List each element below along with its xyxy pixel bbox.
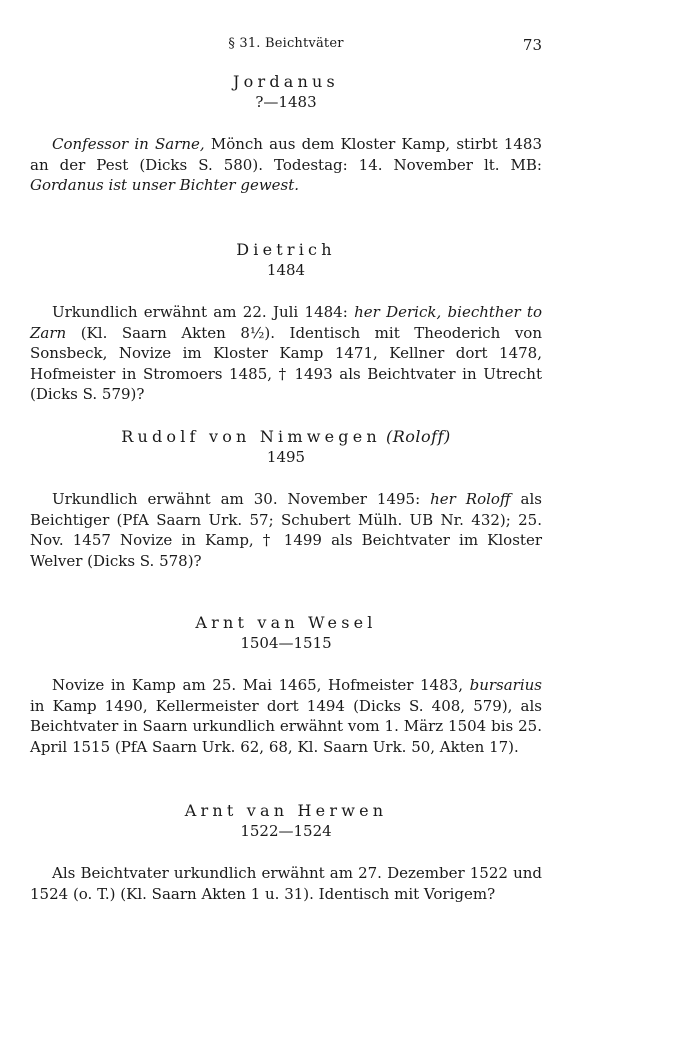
entry-text	[30, 489, 542, 571]
text-run: in Kamp 1490, Kellermeister dort 1494 (Dicks S. 408, 579), als Beichtvater in Saarn urkundlich erwähnt vom 1. März 1504 bis 25. April 1515 (PfA Saarn Urk. 62, 68, Kl. Saarn Urk. 50, Akten 17).	[30, 696, 542, 756]
entry-text	[30, 863, 542, 904]
entry-name: Jordanus	[233, 72, 339, 91]
text-run: Urkundlich erwähnt am 22. Juli 1484:	[52, 303, 355, 321]
running-head	[30, 36, 542, 56]
text-run: (Kl. Saarn Akten 8½). Identisch mit Theoderich von Sonsbeck, Novize im Kloster Kamp 1471, Kellner dort 1478, Hofmeister in Stromoers 1485, † 1493 als Beichtvater in Utrecht (Dicks S. 579)?	[30, 323, 542, 403]
text-run: Novize in Kamp am 25. Mai 1465, Hofmeister 1483,	[52, 676, 470, 694]
entry-name: Arnt van Herwen	[184, 801, 388, 820]
italic-run: Confessor in Sarne,	[52, 135, 205, 153]
entry-years: 1522—1524	[240, 822, 332, 840]
entry-years: 1484	[266, 261, 306, 279]
entry-heading	[30, 427, 542, 447]
entry-text	[30, 134, 542, 196]
text-run: Urkundlich erwähnt am 30. November 1495:	[52, 490, 431, 508]
entry-name: Rudolf von Nimwegen	[121, 427, 381, 446]
entry-years: 1495	[266, 448, 306, 466]
entry-arnt-van-wesel	[30, 613, 542, 772]
text-run: Mönch aus dem Kloster Kamp, stirbt 1483 an der Pest (Dicks S. 580). Todestag: 14. November lt. MB:	[30, 135, 542, 174]
entry-text	[30, 302, 542, 405]
entry-name: Dietrich	[236, 240, 336, 259]
entry-jordanus	[30, 72, 542, 211]
entry-years: 1504—1515	[240, 634, 332, 652]
entry-years: ?—1483	[255, 93, 317, 111]
entry-alias: (Roloff)	[386, 427, 451, 446]
italic-run: Gordanus ist unser Bichter gewest.	[30, 176, 300, 194]
entry-heading	[30, 801, 542, 821]
text-run: Als Beichtvater urkundlich erwähnt am 27. Dezember 1522 und 1524 (o. T.) (Kl. Saarn Akten 1 u. 31). Identisch mit Vorigem?	[30, 864, 542, 903]
entry-name: Arnt van Wesel	[195, 613, 377, 632]
page-number: 73	[522, 36, 542, 54]
entry-heading	[30, 240, 542, 260]
italic-run: her Roloff	[430, 490, 511, 508]
section-title: § 31. Beichtväter	[228, 36, 344, 51]
italic-run: her Derick, biechther to Zarn	[30, 303, 542, 342]
entry-heading	[30, 72, 542, 92]
entry-arnt-van-herwen	[30, 801, 542, 919]
entry-heading	[30, 613, 542, 633]
italic-run: bursarius	[469, 676, 542, 694]
entry-text	[30, 675, 542, 757]
entry-rudolf-von-nimwegen	[30, 427, 542, 586]
entry-dietrich	[30, 240, 542, 420]
text-run: als Beichtiger (PfA Saarn Urk. 57; Schubert Mülh. UB Nr. 432); 25. Nov. 1457 Novize in Kamp, † 1499 als Beichtvater im Kloster Welver (Dicks S. 578)?	[30, 490, 542, 570]
